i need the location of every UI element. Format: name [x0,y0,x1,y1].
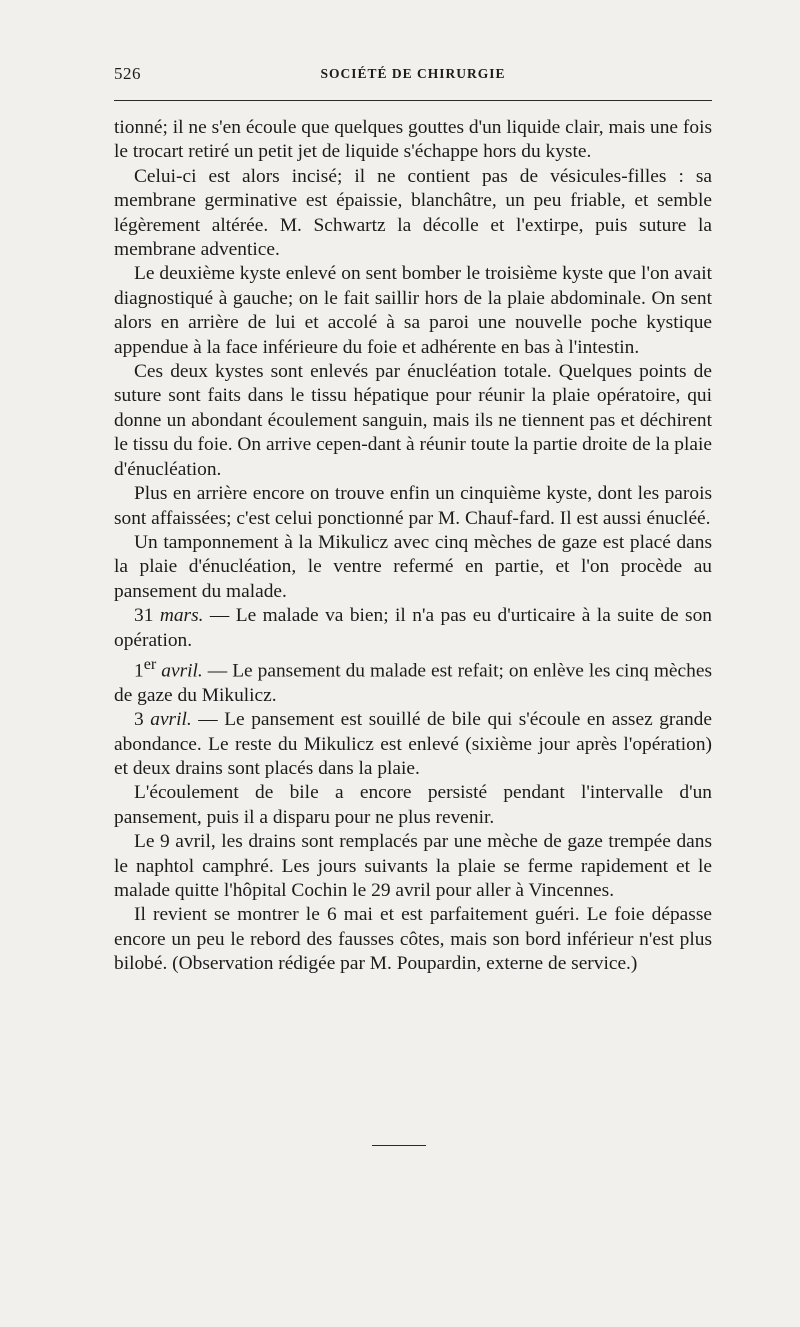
dated-paragraph [114,604,712,653]
paragraph: Le deuxième kyste enlevé on sent bomber le troisième kyste que l'on avait diagnostiqué à gauche; on le fait saillir hors de la plaie abdominale. On sent alors en arrière de lui et accolé à sa paroi une nouvelle poche kystique appendue à la face inférieure du foie et adhérente en bas à l'intestin. [114,263,712,358]
paragraph: Un tamponnement à la Mikulicz avec cinq mèches de gaze est placé dans la plaie d'énucléation, le ventre refermé en partie, et l'on procède au pansement du malade. [114,531,712,602]
body-text [114,116,712,977]
date-month: avril. [150,709,192,731]
paragraph: Celui-ci est alors incisé; il ne contient pas de vésicules-filles : sa membrane germinative est épaissie, blanchâtre, un peu friable, et semble légèrement altérée. M. Schwartz la décolle et l'extirpe, puis suture la membrane adventice. [114,165,712,261]
date-day: 3 [134,709,144,731]
dated-paragraph [114,653,712,708]
paragraph: Ces deux kystes sont enlevés par énucléation totale. Quelques points de suture sont faits dans le tissu hépatique pour réunir la plaie opératoire, qui donne un abondant écoulement sanguin, mais ils ne tiennent pas et déchirent le tissu du foie. On arrive cepen-dant à réunir toute la partie droite de la plaie d'énucléation. [114,361,712,480]
paragraph-text: — Le malade va bien; il n'a pas eu d'urticaire à la suite de son opération. [114,605,712,651]
paragraph: L'écoulement de bile a encore persisté pendant l'intervalle d'un pansement, puis il a disparu pour ne plus revenir. [114,782,712,828]
date-month: mars. [159,605,204,627]
paragraph: Plus en arrière encore on trouve enfin un cinquième kyste, dont les parois sont affaissées; c'est celui ponctionné par M. Chauf-fard. Il est aussi énucléé. [114,483,712,529]
running-title: SOCIÉTÉ DE CHIRURGIE [320,66,506,81]
paragraph-text: — Le pansement est souillé de bile qui s'écoule en assez grande abondance. Le reste du Mikulicz est enlevé (sixième jour après l'opération) et deux drains sont placés dans la plaie. [114,709,712,780]
paragraph: Le 9 avril, les drains sont remplacés par une mèche de gaze trempée dans le naphtol camphré. Les jours suivants la plaie se ferme rapidement et le malade quitte l'hôpital Cochin le 29 avril pour aller à Vincennes. [114,831,712,902]
section-end-rule [372,1145,426,1146]
dated-paragraph [114,708,712,781]
date-month: avril. [161,660,203,682]
date-ordinal: er [143,655,157,673]
date-day: 1 [134,660,144,682]
paragraph: Il revient se montrer le 6 mai et est parfaitement guéri. Le foie dépasse encore un peu le rebord des fausses côtes, mais son bord inférieur n'est plus bilobé. (Observation rédigée par M. Poupardin, externe de service.) [114,904,712,975]
page-number: 526 [114,64,141,83]
date-day: 31 [134,605,154,627]
paragraph: tionné; il ne s'en écoule que quelques gouttes d'un liquide clair, mais une fois le trocart retiré un petit jet de liquide s'échappe hors du kyste. [114,117,712,163]
paragraph-text: — Le pansement du malade est refait; on enlève les cinq mèches de gaze du Mikulicz. [114,660,712,706]
running-head [114,64,712,88]
header-rule [114,100,712,101]
